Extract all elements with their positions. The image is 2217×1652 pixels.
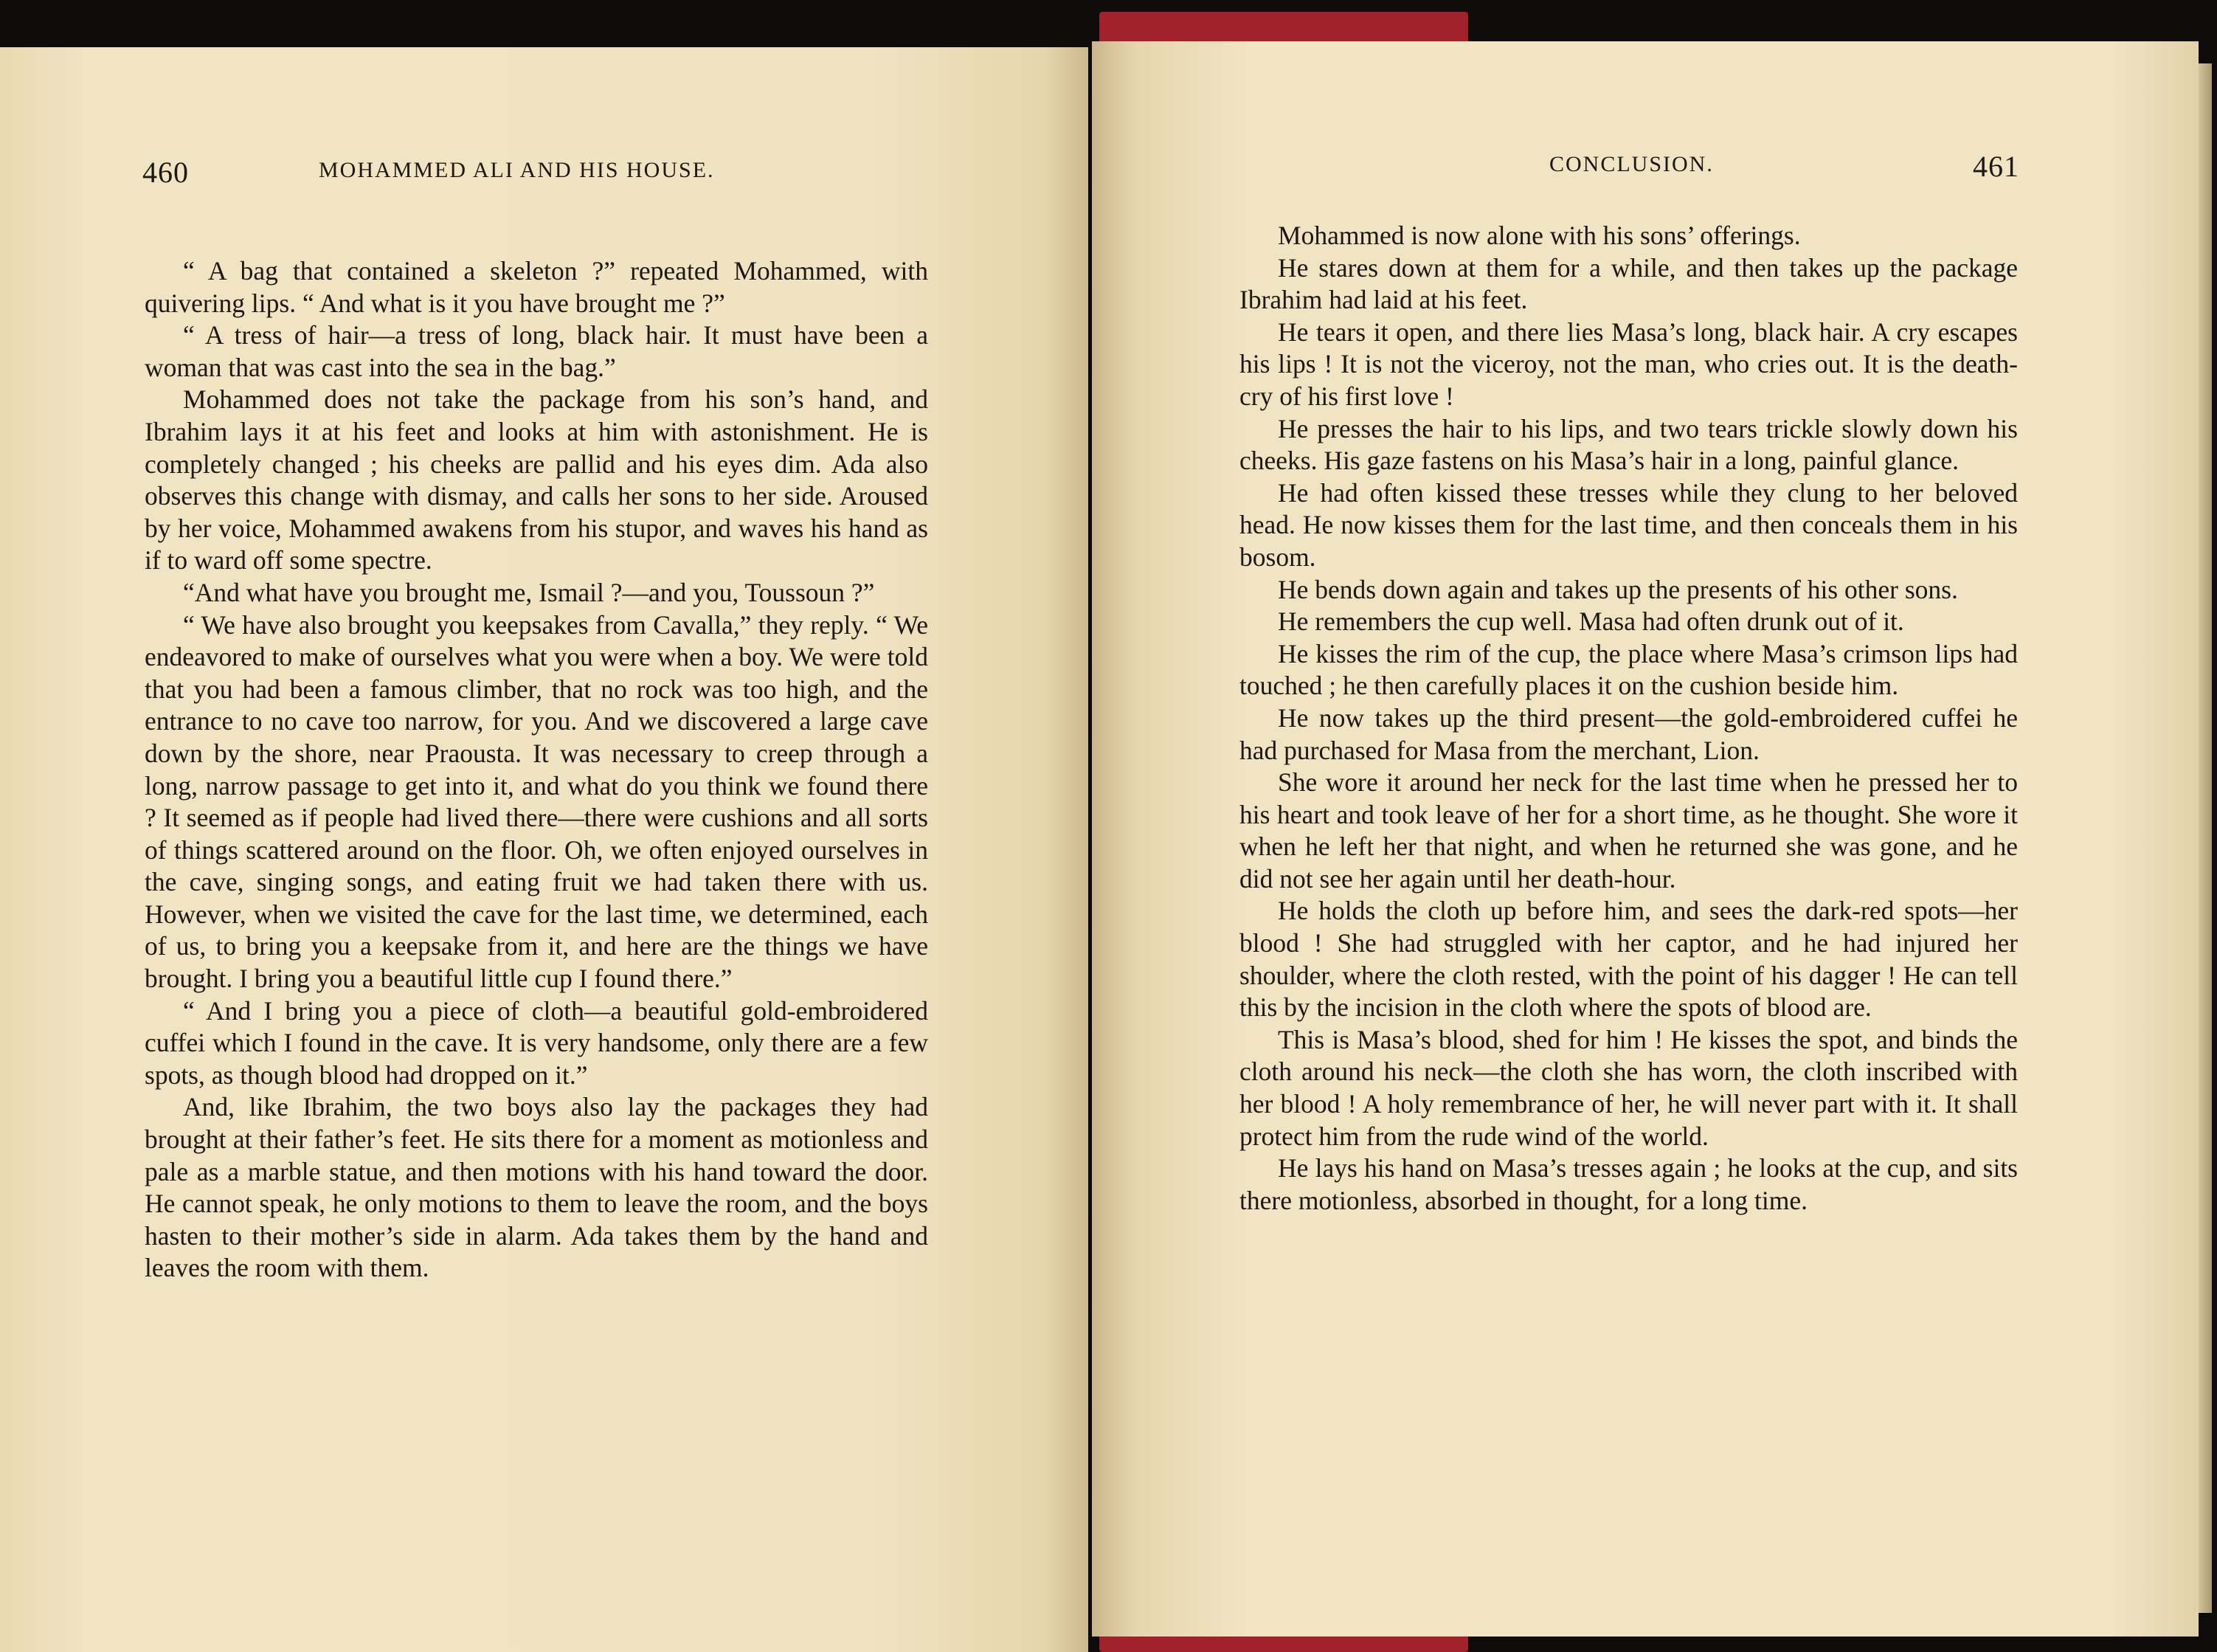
paragraph: He kisses the rim of the cup, the place where Masa’s crimson lips had touched ; he then carefully places it on the cushion beside him. xyxy=(1239,638,2018,701)
paragraph: “ We have also brought you keepsakes from Cavalla,” they reply. “ We endeavored to make of ourselves what you were when a boy. We were told that you had been a famous climber, that no rock was too high, and the entrance to no cave too narrow, for you. And we discovered a large cave down by the shore, near Praousta. It was necessary to creep through a long, narrow passage to get into it, and what do you think we found there ? It seemed as if people had lived there—there were cushions and all sorts of things scattered around on the floor. Oh, we often enjoyed ourselves in the cave, singing songs, and eating fruit we had taken there with us. However, when we visited the cave for the last time, we determined, each of us, to bring you a keepsake from it, and here are the things we have brought. I bring you a beautiful little cup I found there.” xyxy=(145,609,928,994)
right-page xyxy=(1092,41,2199,1637)
paragraph: Mohammed is now alone with his sons’ offerings. xyxy=(1278,221,1801,250)
paragraph: “ And I bring you a piece of cloth—a beautiful gold-embroidered cuffei which I found in the cave. It is very handsome, only there are a few spots, as though blood had dropped on it.” xyxy=(145,995,928,1090)
page-number: 461 xyxy=(1973,150,2019,183)
body-text xyxy=(145,255,928,1285)
paragraph: He remembers the cup well. Masa had often drunk out of it. xyxy=(1278,606,1904,637)
paragraph: He lays his hand on Masa’s tresses again ; he looks at the cup, and sits there motionless, absorbed in thought, for a long time. xyxy=(1239,1153,2018,1215)
paragraph: “And what have you brought me, Ismail ?—and you, Toussoun ?” xyxy=(183,577,875,607)
left-page xyxy=(0,47,1088,1652)
paragraph: “ A bag that contained a skeleton ?” repeated Mohammed, with quivering lips. “ And what is it you have brought me ?” xyxy=(145,256,928,318)
paragraph: He holds the cloth up before him, and sees the dark-red spots—her blood ! She had struggled with her captor, and he had injured her shoulder, where the cloth rested, with the point of his dagger ! He can tell this by the incision in the cloth where the spots of blood are. xyxy=(1239,896,2018,1023)
running-head: MOHAMMED ALI AND HIS HOUSE. xyxy=(319,158,715,182)
paragraph: He stares down at them for a while, and then takes up the package Ibrahim had laid at his feet. xyxy=(1239,252,2018,315)
paragraph: “ A tress of hair—a tress of long, black hair. It must have been a woman that was cast into the sea in the bag.” xyxy=(145,320,928,382)
paragraph: He tears it open, and there lies Masa’s long, black hair. A cry escapes his lips ! It is not the viceroy, not the man, who cries out. It is the death-cry of his first love ! xyxy=(1239,317,2018,411)
paragraph: He bends down again and takes up the presents of his other sons. xyxy=(1278,574,1958,604)
body-text xyxy=(1239,220,2018,1217)
paragraph: He now takes up the third present—the gold-embroidered cuffei he had purchased for Masa from the merchant, Lion. xyxy=(1239,702,2018,765)
paragraph: This is Masa’s blood, shed for him ! He kisses the spot, and binds the cloth around his neck—the cloth she has worn, the cloth inscribed with her blood ! A holy remembrance of her, he will never part with it. It shall protect him from the rude wind of the world. xyxy=(1239,1024,2018,1151)
paragraph: She wore it around her neck for the last time when he pressed her to his heart and took leave of her for a short time, as he thought. She wore it when he left her that night, and when he returned she was gone, and he did not see her again until her death-hour. xyxy=(1239,767,2018,894)
paragraph: He presses the hair to his lips, and two tears trickle slowly down his cheeks. His gaze fastens on his Masa’s hair in a long, painful glance. xyxy=(1239,413,2018,476)
paragraph: Mohammed does not take the package from his son’s hand, and Ibrahim lays it at his feet and looks at him with astonishment. He is completely changed ; his cheeks are pallid and his eyes dim. Ada also observes this change with dismay, and calls her sons to her side. Aroused by her voice, Mohammed awakens from his stupor, and waves his hand as if to ward off some spectre. xyxy=(145,384,928,576)
paragraph: He had often kissed these tresses while they clung to her beloved head. He now kisses them for the last time, and then conceals them in his bosom. xyxy=(1239,477,2018,572)
paragraph: And, like Ibrahim, the two boys also lay the packages they had brought at their father’s feet. He sits there for a moment as motionless and pale as a marble statue, and then motions with his hand toward the door. He cannot speak, he only motions to them to leave the room, and the boys hasten to their mother’s side in alarm. Ada takes them by the hand and leaves the room with them. xyxy=(145,1092,928,1283)
running-head: CONCLUSION. xyxy=(1549,152,1714,176)
page-number: 460 xyxy=(142,156,189,189)
